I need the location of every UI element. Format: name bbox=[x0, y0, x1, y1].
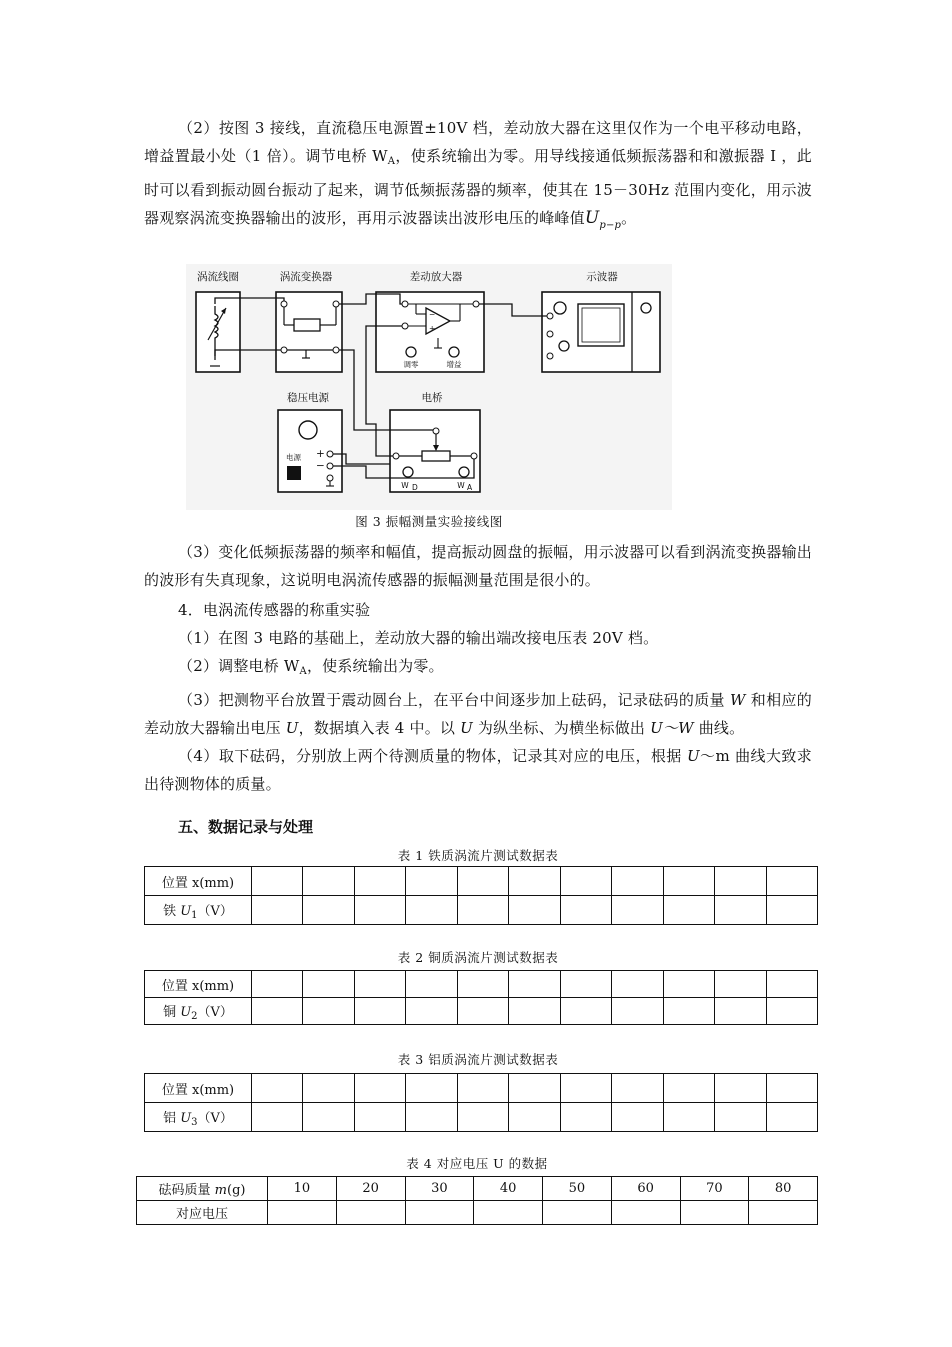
step2-text-suffix: ，使系统输出为零。用导线接通低频振荡器和和激振器 I ，此时可以看到振动圆台振动了起来，调节低频振荡器的频率，使其在 15－30Hz 范围内变化，用示波器观察涡流变换器输出的波形，再用示波器读出波形电压的峰峰值 bbox=[144, 147, 812, 227]
table-cell bbox=[474, 1201, 543, 1225]
table-row bbox=[145, 867, 818, 896]
table-cell bbox=[303, 998, 354, 1025]
section-4-step-3 bbox=[144, 686, 812, 742]
s4p4-a: （4）取下砝码，分别放上两个待测质量的物体，记录其对应的电压，根据 bbox=[178, 747, 687, 765]
s4p4-b: ～m 曲线大致求出待测物体的质量。 bbox=[144, 747, 813, 793]
table-cell bbox=[252, 971, 303, 998]
table-2-caption: 表 2 铜质涡流片测试数据表 bbox=[397, 950, 559, 965]
table-cell bbox=[509, 1074, 560, 1103]
table-cell bbox=[715, 1103, 766, 1132]
t4-prefix: 砝码质量 bbox=[158, 1183, 215, 1198]
table-cell bbox=[303, 896, 354, 925]
table-cell bbox=[252, 1103, 303, 1132]
table-cell bbox=[354, 867, 405, 896]
table-cell bbox=[560, 896, 611, 925]
table-cell bbox=[715, 896, 766, 925]
table-cell bbox=[612, 971, 663, 998]
t3-suffix: （V） bbox=[197, 1110, 233, 1126]
step3-text: （3）变化低频振荡器的频率和幅值，提高振动圆盘的振幅，用示波器可以看到涡流变换器输出的波形有失真现象，这说明电涡流传感器的振幅测量范围是很小的。 bbox=[144, 543, 812, 589]
table-cell bbox=[715, 998, 766, 1025]
table-cell bbox=[457, 998, 508, 1025]
t4-var: m bbox=[214, 1183, 227, 1198]
label-minus: − bbox=[316, 460, 325, 472]
t2-var: U bbox=[180, 1004, 192, 1020]
label-converter: 涡流变换器 bbox=[279, 271, 333, 283]
s4p3-d: 为纵坐标、为横坐标做出 bbox=[472, 719, 651, 737]
table-cell-mass: 60 bbox=[611, 1177, 680, 1201]
table-cell bbox=[612, 867, 663, 896]
table-cell bbox=[252, 998, 303, 1025]
t1-sub: 1 bbox=[191, 909, 198, 921]
table-cell bbox=[611, 1201, 680, 1225]
table-1 bbox=[144, 866, 818, 925]
table-cell bbox=[336, 1201, 405, 1225]
table-cell bbox=[252, 896, 303, 925]
t1-prefix: 铁 bbox=[163, 903, 181, 919]
s4p2-sub: A bbox=[299, 666, 307, 677]
table-row bbox=[145, 1074, 818, 1103]
table-cell bbox=[406, 1103, 457, 1132]
table-cell bbox=[303, 867, 354, 896]
s4p3-e: 曲线。 bbox=[693, 719, 745, 737]
table-cell bbox=[509, 971, 560, 998]
step2-wa-subscript: A bbox=[387, 156, 396, 167]
table-cell bbox=[354, 998, 405, 1025]
t4-suffix: (g) bbox=[227, 1183, 246, 1198]
table-2-header-voltage bbox=[145, 998, 252, 1025]
step2-text-prefix: （2）按图 3 接线，直流稳压电源置±10V 档，差动放大器在这里仅作为一个电平移动电路，增益置最小处（1 倍）。调节电桥 W bbox=[144, 119, 812, 165]
table-3-caption: 表 3 铝质涡流片测试数据表 bbox=[397, 1052, 559, 1067]
table-row bbox=[145, 971, 818, 998]
table-cell bbox=[560, 1103, 611, 1132]
table-cell bbox=[303, 1074, 354, 1103]
table-cell bbox=[405, 1201, 474, 1225]
label-bridge: 电桥 bbox=[421, 392, 443, 404]
label-wd: W bbox=[401, 481, 409, 490]
table-cell bbox=[766, 896, 817, 925]
table-cell bbox=[663, 1103, 714, 1132]
s4p4-u: U bbox=[686, 747, 700, 765]
step2-u-variable: U bbox=[584, 208, 600, 228]
table-cell bbox=[457, 896, 508, 925]
table-cell bbox=[680, 1201, 749, 1225]
table-cell bbox=[766, 867, 817, 896]
table-cell-mass: 70 bbox=[680, 1177, 749, 1201]
table-row bbox=[145, 1103, 818, 1132]
paragraph-step-3 bbox=[144, 538, 812, 594]
label-plus: + bbox=[316, 448, 325, 460]
label-wd-sub: D bbox=[412, 483, 418, 492]
table-cell bbox=[406, 867, 457, 896]
table-cell bbox=[406, 896, 457, 925]
table-cell bbox=[560, 1074, 611, 1103]
label-zero: 调零 bbox=[403, 360, 419, 369]
table-cell bbox=[354, 971, 405, 998]
table-cell bbox=[766, 971, 817, 998]
table-row bbox=[137, 1177, 818, 1201]
table-4-caption: 表 4 对应电压 U 的数据 bbox=[406, 1156, 548, 1171]
table-cell bbox=[406, 1074, 457, 1103]
s4p3-uw: U～W bbox=[650, 719, 694, 737]
diff-amp-box bbox=[376, 292, 484, 372]
table-cell bbox=[663, 1074, 714, 1103]
t3-prefix: 铝 bbox=[163, 1110, 181, 1126]
table-cell bbox=[612, 1103, 663, 1132]
s4p2-suffix: ，使系统输出为零。 bbox=[306, 657, 444, 675]
table-cell bbox=[406, 971, 457, 998]
table-cell bbox=[612, 896, 663, 925]
table-cell bbox=[354, 1074, 405, 1103]
label-coil: 涡流线圈 bbox=[197, 271, 239, 283]
label-power: 稳压电源 bbox=[287, 392, 329, 404]
table-cell bbox=[612, 998, 663, 1025]
s4p3-a: （3）把测物平台放置于震动圆台上，在平台中间逐步加上砝码，记录砝码的质量 bbox=[178, 691, 731, 709]
table-cell bbox=[252, 867, 303, 896]
table-2 bbox=[144, 970, 818, 1025]
table-cell bbox=[663, 971, 714, 998]
t1-suffix: （V） bbox=[197, 903, 233, 919]
svg-text:−: − bbox=[429, 310, 436, 319]
section-4-title: 4．电涡流传感器的称重实验 bbox=[178, 601, 371, 619]
table-cell bbox=[560, 971, 611, 998]
table-cell bbox=[252, 1074, 303, 1103]
t3-sub: 3 bbox=[191, 1116, 198, 1128]
t3-var: U bbox=[180, 1110, 192, 1126]
section-4-step-4 bbox=[144, 742, 812, 798]
table-cell bbox=[509, 867, 560, 896]
table-cell bbox=[509, 1103, 560, 1132]
section-5-title: 五、数据记录与处理 bbox=[178, 818, 314, 836]
table-cell bbox=[303, 971, 354, 998]
s4p3-w: W bbox=[730, 691, 746, 709]
label-wa: W bbox=[457, 481, 465, 490]
label-wa-sub: A bbox=[467, 483, 473, 492]
wiring-diagram bbox=[186, 264, 672, 510]
table-cell bbox=[766, 1103, 817, 1132]
label-diff-amp: 差动放大器 bbox=[409, 271, 463, 283]
table-cell bbox=[715, 971, 766, 998]
step2-text-end: 。 bbox=[621, 209, 637, 227]
table-cell bbox=[509, 896, 560, 925]
table-cell bbox=[406, 998, 457, 1025]
table-cell bbox=[663, 867, 714, 896]
table-cell bbox=[612, 1074, 663, 1103]
table-cell-mass: 80 bbox=[749, 1177, 818, 1201]
table-row bbox=[145, 998, 818, 1025]
t2-sub: 2 bbox=[191, 1010, 198, 1022]
table-cell bbox=[457, 867, 508, 896]
table-row bbox=[145, 896, 818, 925]
s4p3-c: ，数据填入表 4 中。以 bbox=[298, 719, 461, 737]
table-4 bbox=[136, 1176, 818, 1225]
table-cell bbox=[354, 896, 405, 925]
t2-prefix: 铜 bbox=[163, 1004, 181, 1020]
table-1-caption: 表 1 铁质涡流片测试数据表 bbox=[397, 848, 559, 863]
label-power-switch: 电源 bbox=[286, 453, 301, 462]
table-cell bbox=[663, 896, 714, 925]
table-cell bbox=[766, 1074, 817, 1103]
table-row bbox=[137, 1201, 818, 1225]
converter-box bbox=[276, 292, 342, 372]
label-gain: 增益 bbox=[446, 360, 462, 369]
paragraph-step-2 bbox=[144, 114, 812, 240]
table-3-header-voltage bbox=[145, 1103, 252, 1132]
table-cell bbox=[715, 1074, 766, 1103]
oscilloscope-box bbox=[542, 292, 660, 372]
table-2-header-position: 位置 x(mm) bbox=[145, 971, 252, 998]
s4p3-u: U bbox=[285, 719, 299, 737]
table-cell bbox=[303, 1103, 354, 1132]
figure-3-caption: 图 3 振幅测量实验接线图 bbox=[355, 514, 503, 529]
table-cell bbox=[457, 1103, 508, 1132]
section-4-step-1: （1）在图 3 电路的基础上，差动放大器的输出端改接电压表 20V 档。 bbox=[178, 629, 659, 647]
step2-u-subscript: p−p bbox=[599, 220, 622, 231]
s4p3-u2: U bbox=[460, 719, 473, 737]
table-cell bbox=[354, 1103, 405, 1132]
table-cell bbox=[509, 998, 560, 1025]
bridge-box bbox=[390, 410, 480, 492]
table-cell-mass: 20 bbox=[336, 1177, 405, 1201]
power-supply-box bbox=[278, 410, 342, 492]
table-cell bbox=[663, 998, 714, 1025]
table-cell bbox=[560, 998, 611, 1025]
s4p2-prefix: （2）调整电桥 W bbox=[178, 657, 300, 675]
svg-text:+: + bbox=[429, 324, 436, 333]
table-cell bbox=[457, 1074, 508, 1103]
table-cell bbox=[749, 1201, 818, 1225]
section-4 bbox=[144, 596, 812, 798]
section-4-step-2 bbox=[144, 652, 812, 686]
table-cell bbox=[766, 998, 817, 1025]
table-cell bbox=[560, 867, 611, 896]
table-cell bbox=[268, 1201, 337, 1225]
table-cell bbox=[543, 1201, 612, 1225]
coil-box bbox=[196, 292, 240, 372]
t1-var: U bbox=[180, 903, 192, 919]
table-cell-mass: 40 bbox=[474, 1177, 543, 1201]
table-3-header-position: 位置 x(mm) bbox=[145, 1074, 252, 1103]
table-cell bbox=[715, 867, 766, 896]
table-cell-mass: 10 bbox=[268, 1177, 337, 1201]
table-4-header-voltage: 对应电压 bbox=[137, 1201, 268, 1225]
table-4-header-mass bbox=[137, 1177, 268, 1201]
table-3 bbox=[144, 1073, 818, 1132]
table-cell-mass: 50 bbox=[543, 1177, 612, 1201]
table-1-header-position: 位置 x(mm) bbox=[145, 867, 252, 896]
table-cell bbox=[457, 971, 508, 998]
s4p3-b: 和相应的差动放大器输出电压 bbox=[144, 691, 812, 737]
label-scope: 示波器 bbox=[586, 271, 618, 283]
t2-suffix: （V） bbox=[197, 1004, 233, 1020]
table-cell-mass: 30 bbox=[405, 1177, 474, 1201]
table-1-header-voltage bbox=[145, 896, 252, 925]
